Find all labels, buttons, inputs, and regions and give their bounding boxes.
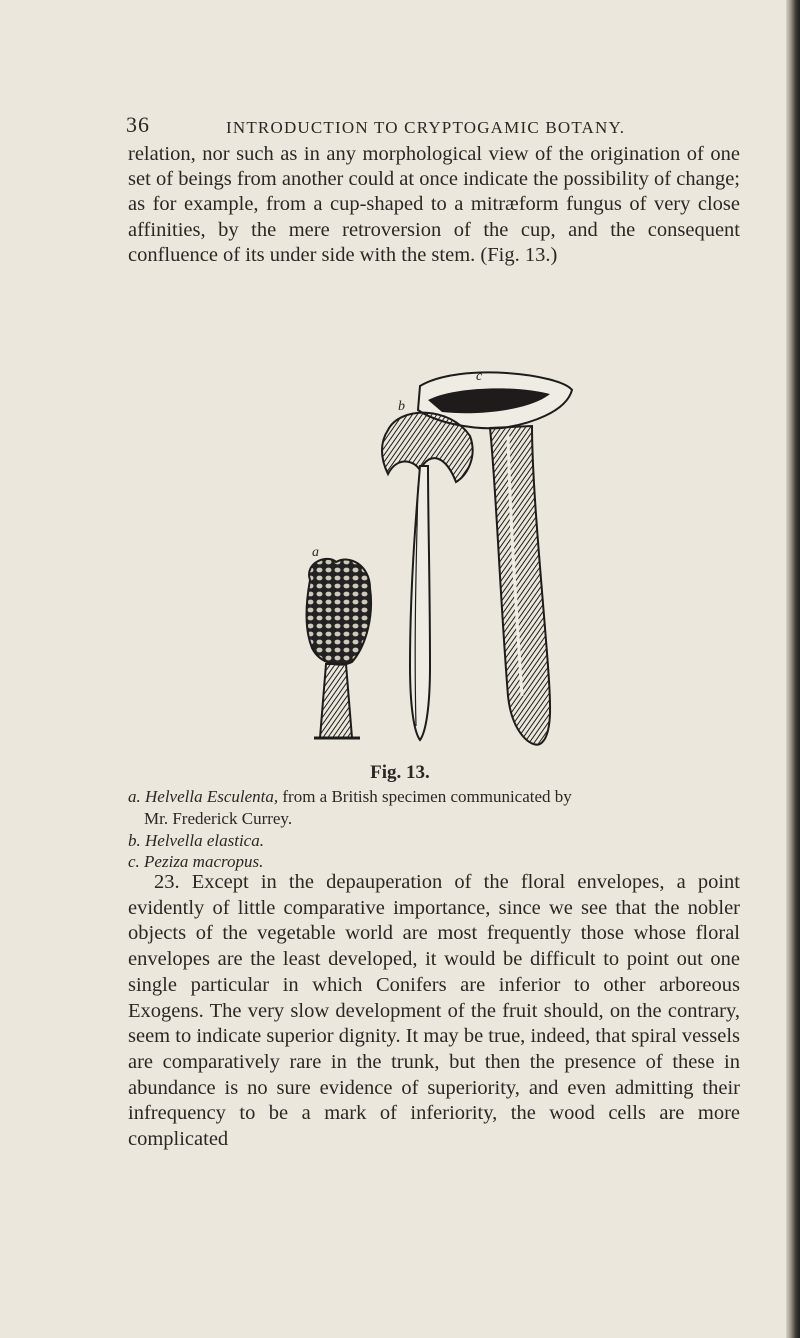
- caption-line: [128, 808, 740, 830]
- caption-species: Helvella Esculenta,: [145, 787, 279, 806]
- intro-paragraph: relation, nor such as in any morphological view of the origination of one set of beings from another could at once indicate the possibility of change; as for example, from a cup-shaped to a mitræform fungus of very close affinities, by the mere retroversion of the cup, and the consequent confluence of its under side with the stem. (Fig. 13.): [128, 143, 740, 266]
- caption-line: [128, 830, 740, 852]
- helvella-elastica: [382, 413, 473, 740]
- page-edge-shadow: [786, 0, 800, 1338]
- caption-species: Helvella elastica.: [145, 830, 264, 850]
- caption-letter: b.: [128, 830, 141, 850]
- page-number: 36: [126, 112, 150, 137]
- figure-letter-c: c: [476, 369, 483, 384]
- caption-text: from a British specimen communicated by: [278, 787, 572, 806]
- helvella-esculenta: [307, 559, 372, 738]
- body-paragraph: 23. Except in the depauperation of the floral envelopes, a point evidently of little comparative importance, since we see that the nobler objects of the vegetable world are most frequently those whose floral envelopes are the least developed, it would be difficult to point out one single particular in which Conifers are inferior to other arboreous Exogens. The very slow development of the fruit should, on the contrary, seem to indicate superior dignity. It may be true, indeed, that spiral vessels are comparatively rare in the trunk, but then the presence of these in abundance is no sure evidence of superiority, and even admitting their infrequency to be a mark of inferiority, the wood cells are more complicated: [128, 871, 740, 1151]
- figure-letter-b: b: [398, 399, 405, 414]
- caption-text: Mr. Frederick Currey.: [144, 808, 293, 828]
- figure-caption: [128, 786, 740, 873]
- caption-letter: a.: [128, 787, 141, 806]
- caption-species: Peziza macropus.: [144, 852, 264, 872]
- fungus-engraving: [270, 366, 590, 770]
- caption-letter: c.: [128, 852, 140, 872]
- running-title: INTRODUCTION TO CRYPTOGAMIC BOTANY.: [226, 118, 626, 137]
- caption-line: [128, 786, 740, 808]
- running-head: [126, 112, 746, 142]
- figure-illustration: [270, 366, 590, 770]
- figure-letter-a: a: [312, 545, 319, 560]
- figure-label: Fig. 13.: [370, 762, 430, 783]
